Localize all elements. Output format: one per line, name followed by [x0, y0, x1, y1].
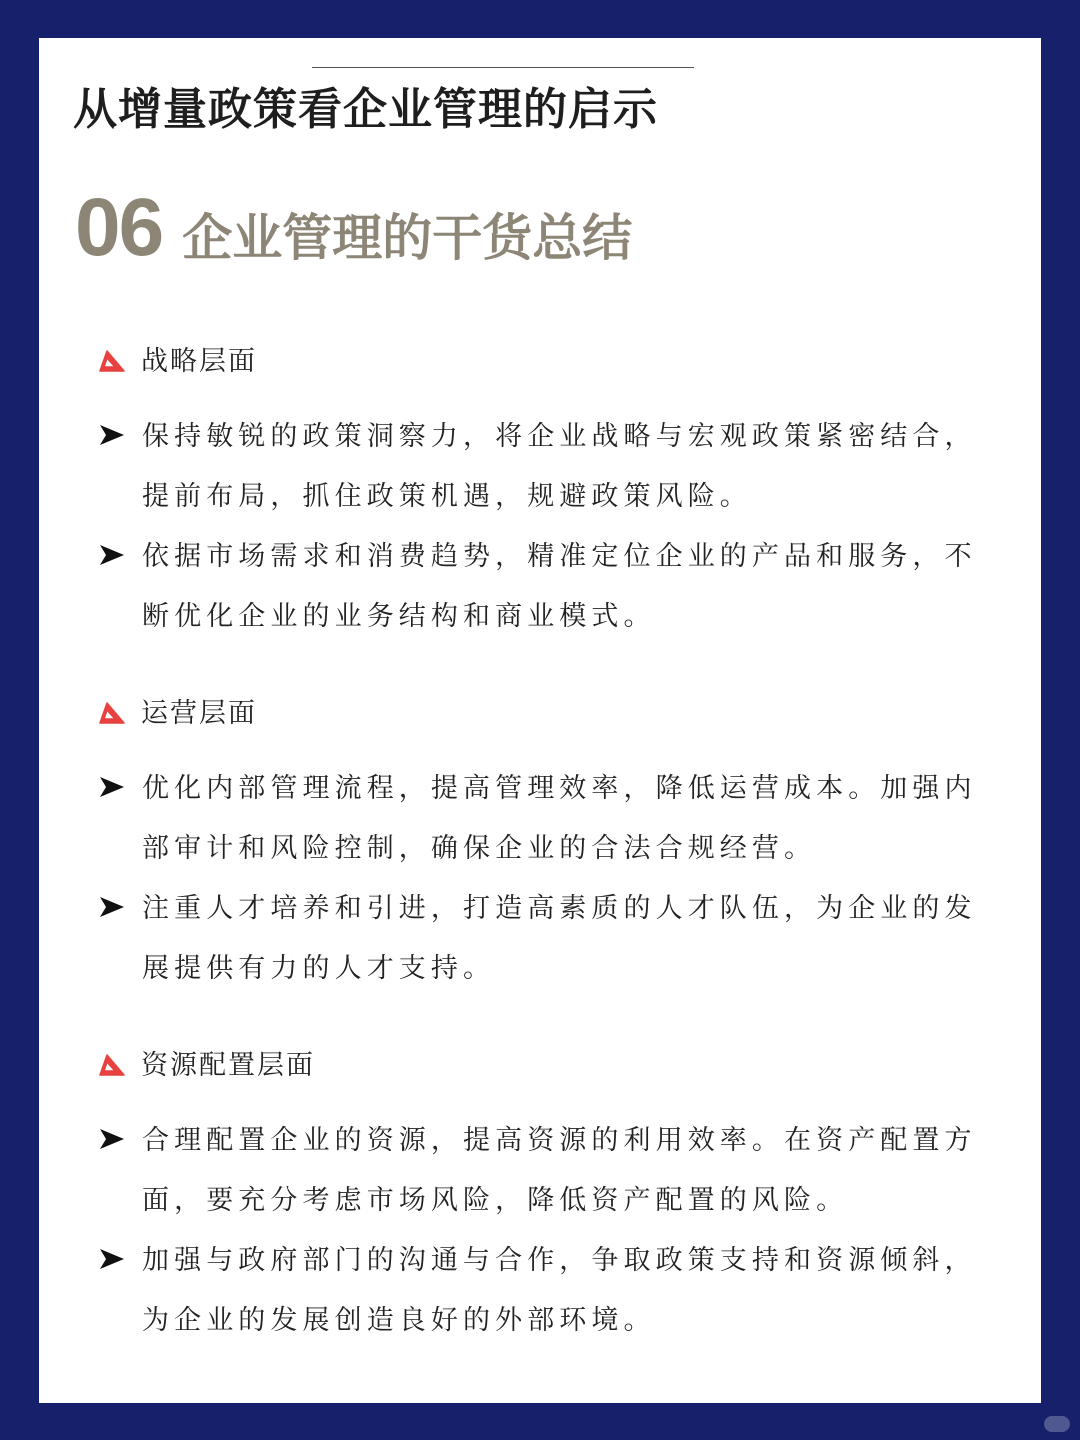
section-title: 企业管理的干货总结: [182, 209, 633, 267]
list-item-text: 优化内部管理流程，提高管理效率，降低运营成本。加强内部审计和风险控制，确保企业的合法合规经营。: [142, 773, 977, 864]
subsection-header: [97, 1041, 997, 1091]
subsection-operations: [97, 689, 997, 999]
triangle-outline-icon: [97, 699, 127, 729]
watermark-logo: [1044, 1416, 1070, 1432]
content-card: [39, 38, 1041, 1403]
section-number: 06: [75, 182, 163, 273]
subsection-title: 运营层面: [141, 698, 257, 729]
subsection-title: 资源配置层面: [141, 1050, 315, 1081]
list-item: [97, 1231, 997, 1351]
subsection-title: 战略层面: [141, 346, 257, 377]
list-item-text: 保持敏锐的政策洞察力，将企业战略与宏观政策紧密结合，提前布局，抓住政策机遇，规避政策风险。: [142, 421, 977, 512]
subsection-strategy: [97, 337, 997, 647]
list-item: [97, 407, 997, 527]
list-item-text: 注重人才培养和引进，打造高素质的人才队伍，为企业的发展提供有力的人才支持。: [142, 893, 977, 984]
list-item: [97, 527, 997, 647]
triangle-outline-icon: [97, 347, 127, 377]
arrowhead-bullet-icon: [99, 1127, 125, 1151]
list-item: [97, 1111, 997, 1231]
arrowhead-bullet-icon: [99, 895, 125, 919]
subsection-header: [97, 689, 997, 739]
list-item-text: 加强与政府部门的沟通与合作，争取政策支持和资源倾斜，为企业的发展创造良好的外部环境。: [142, 1245, 977, 1336]
list-item-text: 依据市场需求和消费趋势，精准定位企业的产品和服务，不断优化企业的业务结构和商业模式。: [142, 541, 977, 632]
triangle-outline-icon: [97, 1051, 127, 1081]
arrowhead-bullet-icon: [99, 1247, 125, 1271]
section-heading: [75, 183, 632, 273]
list-item: [97, 879, 997, 999]
top-divider: [312, 67, 694, 68]
subsection-resource-allocation: [97, 1041, 997, 1351]
arrowhead-bullet-icon: [99, 423, 125, 447]
arrowhead-bullet-icon: [99, 775, 125, 799]
list-item: [97, 759, 997, 879]
page-title: 从增量政策看企业管理的启示: [73, 84, 658, 135]
arrowhead-bullet-icon: [99, 543, 125, 567]
list-item-text: 合理配置企业的资源，提高资源的利用效率。在资产配置方面，要充分考虑市场风险，降低资产配置的风险。: [142, 1125, 977, 1216]
subsection-header: [97, 337, 997, 387]
